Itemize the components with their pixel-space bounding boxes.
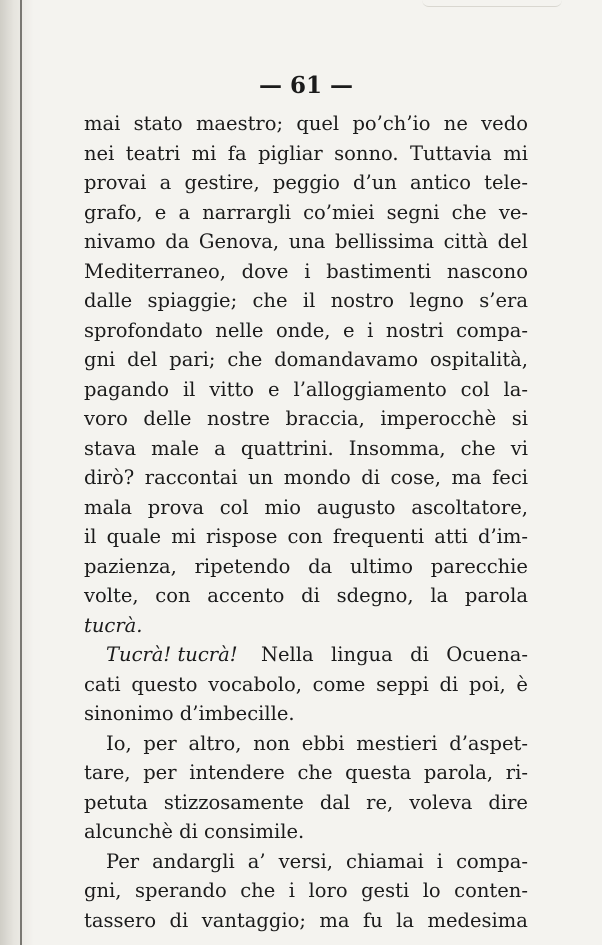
word: vedo	[481, 112, 528, 135]
word: a’	[247, 849, 266, 873]
word: voro	[84, 407, 128, 430]
word: che	[252, 289, 288, 312]
word: a	[159, 171, 172, 194]
word: compa-	[456, 318, 528, 342]
word: e	[343, 318, 355, 342]
word: provai	[84, 171, 147, 194]
word: imperocchè	[380, 407, 497, 430]
text-line	[84, 523, 528, 551]
word: quel	[296, 112, 340, 135]
word: ne	[443, 112, 468, 135]
word: ma	[451, 466, 482, 489]
word: parola,	[423, 761, 494, 784]
text-line	[84, 671, 528, 699]
text-line	[84, 759, 528, 787]
word: a	[214, 436, 226, 460]
word: gni,	[84, 879, 122, 902]
word: col	[219, 495, 249, 519]
word: del	[127, 348, 158, 371]
word: quale	[106, 525, 162, 548]
word: di	[169, 908, 189, 932]
word: nostro	[330, 289, 394, 312]
word: bellissima	[334, 230, 435, 253]
word: vantaggio;	[201, 908, 306, 932]
word: che	[451, 200, 487, 224]
word: dire	[488, 790, 528, 814]
word: e	[267, 377, 280, 401]
text-line	[84, 110, 528, 138]
word: Ocuena-	[446, 643, 528, 666]
word: dove	[241, 259, 289, 283]
text-line	[84, 818, 528, 846]
text-line	[84, 641, 528, 669]
text-line	[84, 877, 528, 905]
word: non	[253, 731, 291, 755]
word: nostre	[206, 407, 270, 430]
word: che	[240, 879, 276, 902]
word: tele-	[484, 171, 528, 194]
word: mondo	[283, 466, 351, 489]
word: ebbi	[301, 731, 345, 755]
word: di	[301, 584, 320, 607]
text-line	[84, 700, 528, 728]
word: nascono	[446, 259, 528, 283]
word: pigliar	[258, 141, 323, 165]
book-page	[84, 70, 528, 936]
word: che	[297, 761, 333, 784]
word: stato	[133, 112, 183, 135]
word: po’ch’io	[352, 112, 431, 135]
word: delle	[143, 407, 192, 430]
word: che	[460, 436, 496, 460]
word: di	[361, 466, 380, 489]
word: d’im-	[477, 525, 528, 548]
word: è	[516, 672, 528, 696]
word: dal	[319, 790, 351, 814]
word: onde,	[275, 318, 331, 342]
word: si	[511, 407, 528, 430]
word: la	[396, 908, 415, 932]
text-line	[84, 848, 528, 876]
word: antico	[410, 171, 471, 194]
word: da	[308, 554, 333, 578]
word: Per	[106, 849, 140, 873]
page-top-edge	[422, 0, 562, 7]
word: dalle	[84, 289, 133, 312]
word: prova	[147, 495, 204, 519]
word: questa	[345, 761, 412, 784]
text-line	[84, 376, 528, 404]
word: i	[288, 879, 296, 902]
word: la	[430, 584, 449, 607]
word: vi	[510, 436, 528, 460]
word: d’un	[353, 171, 397, 194]
word: tucrà.	[84, 613, 143, 637]
word: legno	[409, 289, 464, 312]
word: volte,	[84, 584, 139, 607]
book-spine-shadow	[0, 0, 34, 945]
word: vocabolo,	[208, 672, 302, 696]
word: il	[182, 377, 196, 401]
word: chiamai	[346, 849, 424, 873]
word: un	[248, 466, 274, 489]
word: frequenti	[332, 525, 425, 548]
word: quattrini.	[240, 436, 334, 460]
word: atti	[434, 525, 468, 548]
word: stizzosamente	[163, 790, 304, 814]
word: andargli	[152, 849, 235, 873]
text-line	[84, 317, 528, 345]
word: Nella	[260, 643, 314, 666]
word: braccia,	[285, 407, 365, 430]
word: voleva	[409, 790, 473, 814]
text-line	[84, 582, 528, 610]
word: a	[178, 200, 191, 224]
word: del	[497, 230, 528, 253]
word: poi,	[469, 672, 506, 696]
word: Insomma,	[348, 436, 446, 460]
word: Tuttavia	[410, 141, 492, 165]
word: di	[410, 643, 429, 666]
word: loro	[308, 879, 348, 902]
word: sinonimo d’imbecille.	[84, 702, 295, 725]
word: per	[143, 761, 177, 784]
page-number: — 61 —	[258, 72, 354, 99]
word: con	[155, 584, 191, 607]
word: seppi	[376, 672, 429, 696]
word: male	[151, 436, 200, 460]
word: alcunchè di consimile.	[84, 820, 305, 843]
word: che	[227, 348, 263, 371]
word: segni	[386, 200, 440, 224]
text-line	[84, 346, 528, 374]
word: ascoltatore,	[411, 495, 528, 519]
text-line	[84, 199, 528, 227]
word: di	[439, 672, 459, 696]
text-line	[84, 228, 528, 256]
text-line	[84, 907, 528, 935]
word: compa-	[456, 849, 528, 873]
text-line	[84, 494, 528, 522]
word: teatri	[125, 141, 181, 165]
word: gni	[84, 348, 116, 371]
word: accento	[207, 584, 285, 607]
word: dirò?	[84, 466, 135, 489]
word: Io,	[106, 731, 132, 755]
word: il	[84, 525, 97, 548]
word: ve-	[498, 200, 528, 224]
word: pari;	[169, 348, 216, 371]
word: grafo,	[84, 200, 143, 224]
word: per	[143, 731, 177, 755]
word: lingua	[331, 643, 393, 666]
book-gutter-line	[20, 0, 22, 945]
word: col	[460, 377, 490, 401]
text-line	[84, 435, 528, 463]
word: nostri	[385, 318, 444, 342]
word: rispose	[206, 525, 278, 548]
word: i	[304, 259, 311, 283]
page-body-text	[84, 110, 528, 935]
word: cose,	[390, 466, 441, 489]
text-line	[84, 612, 528, 640]
word: raccontai	[144, 466, 238, 489]
word: peggio	[272, 171, 340, 194]
word: mi	[191, 141, 217, 165]
word: versi,	[278, 849, 333, 873]
word: sonno.	[334, 141, 399, 165]
word: nei	[84, 141, 115, 165]
word: altro,	[188, 731, 242, 755]
word: d’aspet-	[449, 731, 528, 755]
word: parola	[464, 584, 528, 607]
word: mai	[84, 112, 121, 135]
word: stava	[84, 436, 137, 460]
word: mala	[84, 495, 132, 519]
word: Genova,	[198, 230, 280, 253]
word: maestro;	[195, 112, 284, 135]
word: re,	[366, 790, 394, 814]
word: tassero	[84, 908, 157, 932]
word: città	[443, 230, 489, 253]
word: mi	[503, 141, 528, 165]
word: mestieri	[356, 731, 438, 755]
word: l’alloggiamento	[293, 377, 447, 401]
word: mi	[171, 525, 196, 548]
word: Tucrà! tucrà!	[106, 643, 238, 666]
word: da	[165, 230, 190, 253]
word: intendere	[189, 761, 285, 784]
word: ultimo	[349, 554, 414, 578]
word: bastimenti	[326, 259, 432, 283]
word: e	[154, 200, 167, 224]
word: lo	[422, 879, 441, 902]
word: augusto	[316, 495, 396, 519]
word: i	[436, 849, 444, 873]
word: i	[367, 318, 374, 342]
text-line	[84, 169, 528, 197]
text-line	[84, 287, 528, 315]
word: gesti	[361, 879, 410, 902]
word: fa	[227, 141, 247, 165]
text-line	[84, 730, 528, 758]
word: questo	[131, 672, 198, 696]
text-line	[84, 464, 528, 492]
word: sdegno,	[336, 584, 414, 607]
word: sprofondato	[84, 318, 203, 342]
word: fu	[362, 908, 383, 932]
word: Mediterraneo,	[84, 259, 226, 283]
word: con	[287, 525, 323, 548]
word: ri-	[505, 761, 528, 784]
word: pazienza,	[84, 554, 177, 578]
word: sperando	[134, 879, 227, 902]
word: il	[302, 289, 316, 312]
word: come	[312, 672, 366, 696]
word: gestire,	[184, 171, 260, 194]
word: domandavamo	[274, 348, 419, 371]
text-line	[84, 553, 528, 581]
word: ripetendo	[194, 554, 291, 578]
word: ma	[319, 908, 350, 932]
word: s’era	[479, 289, 528, 312]
word: la-	[503, 377, 528, 401]
word: una	[288, 230, 326, 253]
word: conten-	[454, 879, 528, 902]
word: pagando	[84, 377, 169, 401]
word: narrargli	[202, 200, 291, 224]
word: medesima	[427, 908, 528, 932]
word: spiaggie;	[147, 289, 238, 312]
word: co’miei	[303, 200, 375, 224]
word: nivamo	[84, 230, 156, 253]
text-line	[84, 789, 528, 817]
word: parecchie	[430, 554, 528, 578]
word: nelle	[215, 318, 264, 342]
word: vitto	[209, 377, 255, 401]
text-line	[84, 258, 528, 286]
word: mio	[264, 495, 301, 519]
word: tare,	[84, 761, 131, 784]
text-line	[84, 405, 528, 433]
text-line	[84, 140, 528, 168]
word: cati	[84, 672, 121, 696]
word: ospitalità,	[429, 348, 528, 371]
word: petuta	[84, 790, 148, 814]
word: feci	[492, 466, 528, 489]
